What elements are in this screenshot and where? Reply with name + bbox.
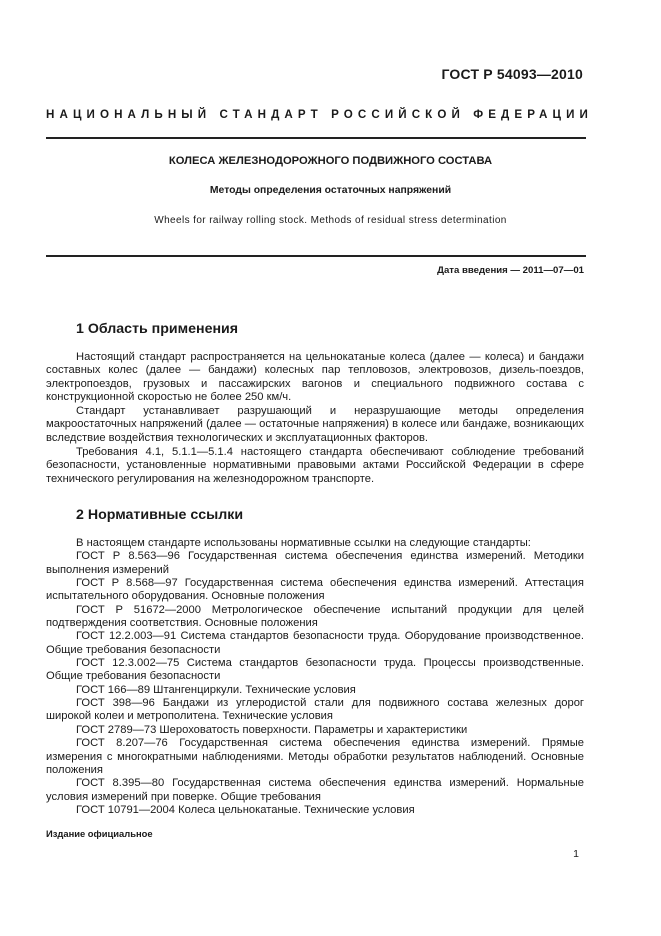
- section-1-heading: 1 Область применения: [76, 321, 239, 337]
- reference-item: ГОСТ Р 8.568—97 Государственная система обеспечения единства измерений. Аттестация испытательного оборудования. Основные положения: [46, 577, 584, 603]
- header-divider: [46, 137, 586, 139]
- section-1-paragraph: Стандарт устанавливает разрушающий и неразрушающие методы определения макроостаточных напряжений (далее — остаточные напряжения) в колесе или бандаже, возникающих вследствие воздействия технологических и эксплуатационных факторов.: [46, 405, 584, 444]
- reference-item: ГОСТ 10791—2004 Колеса цельнокатаные. Технические условия: [76, 803, 415, 816]
- section-2-heading: 2 Нормативные ссылки: [76, 507, 244, 523]
- effective-date: Дата введения — 2011—07—01: [437, 265, 584, 276]
- reference-item: ГОСТ 12.2.003—91 Система стандартов безопасности труда. Оборудование производственное. Общие требования безопасности: [46, 630, 584, 656]
- reference-item: ГОСТ 8.395—80 Государственная система обеспечения единства измерений. Нормальные условия измерений при поверке. Общие требования: [46, 777, 584, 803]
- reference-item: ГОСТ 8.207—76 Государственная система обеспечения единства измерений. Прямые измерения с многократными наблюдениями. Методы обработки результатов наблюдений. Основные положения: [46, 737, 584, 776]
- reference-item: ГОСТ 12.3.002—75 Система стандартов безопасности труда. Процессы производственные. Общие требования безопасности: [46, 657, 584, 683]
- section-1-paragraph: Настоящий стандарт распространяется на цельнокатаные колеса (далее — колеса) и бандажи составных колес (далее — бандажи) колесных пар тепловозов, электровозов, дизель-поездов, электропоездов, грузовых и пассажирских вагонов и специального подвижного состава с конструкционной скоростью не более 250 км/ч.: [46, 351, 584, 404]
- page-number: 1: [573, 848, 579, 860]
- reference-item: ГОСТ 166—89 Штангенциркули. Технические условия: [76, 683, 356, 696]
- document-subtitle: Методы определения остаточных напряжений: [209, 185, 452, 196]
- reference-item: ГОСТ Р 8.563—96 Государственная система обеспечения единства измерений. Методики выполнения измерений: [46, 550, 584, 576]
- normative-references-list: [46, 537, 584, 817]
- official-edition-label: Издание официальное: [46, 828, 153, 839]
- gost-number: ГОСТ Р 54093—2010: [441, 66, 583, 82]
- national-standard-banner: НАЦИОНАЛЬНЫЙ СТАНДАРТ РОССИЙСКОЙ ФЕДЕРАЦИИ: [46, 108, 593, 121]
- reference-item: ГОСТ Р 51672—2000 Метрологическое обеспечение испытаний продукции для целей подтверждения соответствия. Основные положения: [46, 603, 584, 630]
- document-title: КОЛЕСА ЖЕЛЕЗНОДОРОЖНОГО ПОДВИЖНОГО СОСТАВА: [168, 155, 493, 167]
- reference-item: ГОСТ 2789—73 Шероховатость поверхности. Параметры и характеристики: [76, 723, 468, 736]
- english-title: Wheels for railway rolling stock. Methods of residual stress determination: [154, 215, 507, 226]
- section-1-paragraph: Требования 4.1, 5.1.1—5.1.4 настоящего стандарта обеспечивают соблюдение требований безопасности, установленные нормативными правовыми актами Российской Федерации в сфере технического регулирования на железнодорожном транспорте.: [46, 446, 584, 485]
- reference-item: ГОСТ 398—96 Бандажи из углеродистой стали для подвижного состава железных дорог широкой колеи и метрополитена. Технические условия: [46, 697, 584, 723]
- title-divider: [46, 255, 586, 257]
- references-intro: В настоящем стандарте использованы нормативные ссылки на следующие стандарты:: [76, 537, 531, 549]
